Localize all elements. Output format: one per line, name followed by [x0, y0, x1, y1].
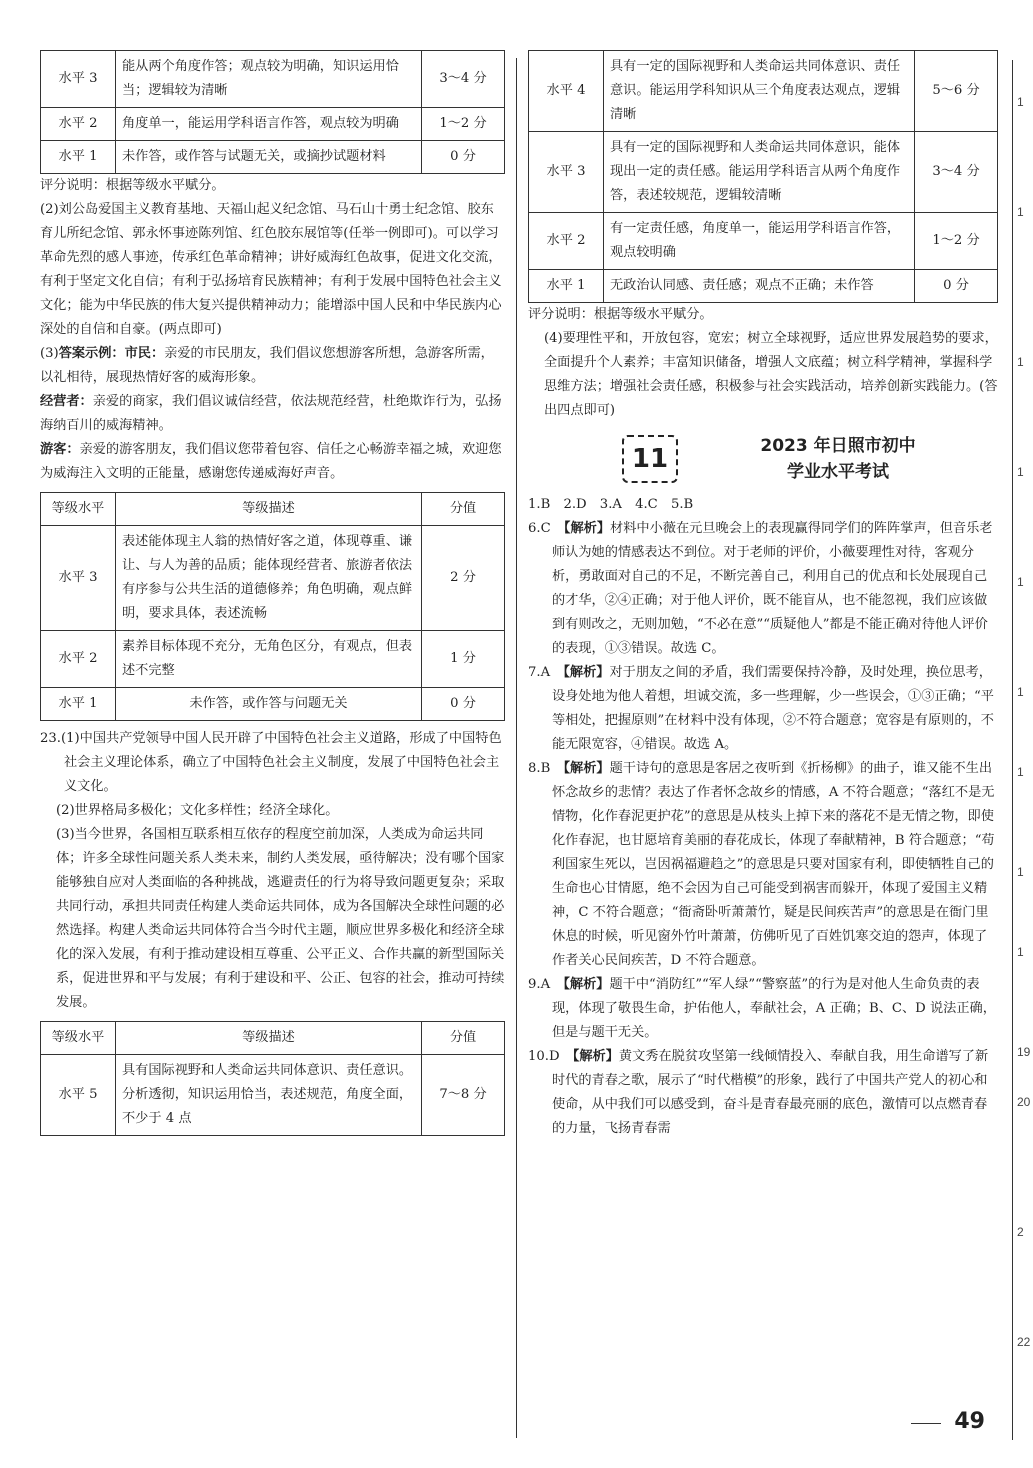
answer-label: 游客： — [40, 442, 80, 457]
answer-paragraph: (2)刘公岛爱国主义教育基地、天福山起义纪念馆、马石山十勇士纪念馆、胶东育儿所纪念馆、郭永怀事迹陈列馆、红色胶东展馆等(任举一例即可)。可以学习革命先烈的感人事迹，传承红色革命精神；讲好威海红色故事，促进文化交流，有利于坚定文化自信；有利于弘扬培育民族精神；有利于发展中国特色社会主义文化；能为中华民族的伟大复兴提供精神动力；能增添中国人民和中华民族内心深处的自信和自豪。(两点即可) — [40, 202, 502, 337]
level-cell: 水平 2 — [41, 631, 116, 688]
edge-number: 1 — [1017, 945, 1024, 959]
scoring-note: 评分说明：根据等级水平赋分。 — [528, 307, 713, 322]
answer-paragraph: (4)要理性平和，开放包容，宽宏；树立全球视野，适应世界发展趋势的要求，全面提升个人素养；丰富知识储备，增强人文底蕴；树立科学精神，掌握科学思维方法；增强社会责任感，积极参与社会实践活动，培养创新实践能力。(答出四点即可) — [544, 331, 998, 418]
exam-header — [528, 433, 998, 485]
header-cell: 分值 — [422, 493, 505, 526]
question-number: 8.B — [528, 761, 551, 776]
desc-cell: 未作答，或作答与问题无关 — [116, 688, 422, 721]
desc-cell: 未作答，或作答与试题无关，或摘抄试题材料 — [116, 141, 422, 174]
level-cell: 水平 3 — [41, 51, 116, 108]
answer-label: 答案示例：市民： — [58, 346, 165, 361]
level-cell: 水平 1 — [41, 688, 116, 721]
question-number: 6.C — [528, 521, 551, 536]
page-number: 49 — [954, 1409, 985, 1434]
score-cell: 3～4 分 — [915, 132, 998, 213]
table-row — [41, 526, 505, 631]
score-cell: 7～8 分 — [422, 1055, 505, 1136]
analysis-tag: 【解析】 — [563, 761, 610, 776]
table-row — [41, 51, 505, 108]
answer-key-line: 1.B 2.D 3.A 4.C 5.B — [528, 497, 694, 512]
level-cell: 水平 3 — [529, 132, 604, 213]
explanation-text: 对于朋友之间的矛盾，我们需要保持冷静，及时处理，换位思考，设身处地为他人着想，坦诚交流，多一些理解，少一些误会，①③正确；“平等相处，把握原则”在材料中没有体现，②不符合题意；宽容是有原则的，不能无限宽容，④错误。故选 A。 — [552, 665, 994, 752]
edge-number: 1 — [1017, 465, 1024, 479]
edge-number: 1 — [1017, 355, 1024, 369]
score-cell: 2 分 — [422, 526, 505, 631]
analysis-tag: 【解析】 — [563, 665, 610, 680]
table-row — [41, 631, 505, 688]
table-row — [529, 51, 998, 132]
edge-number: 1 — [1017, 765, 1024, 779]
edge-number: 1 — [1017, 575, 1024, 589]
answer-text: 亲爱的市民朋友，我们倡议您想游客所想，急游客所需，以礼相待，展现热情好客的威海形象。 — [40, 346, 494, 385]
edge-number: 1 — [1017, 685, 1024, 699]
right-column — [528, 50, 998, 1141]
answer-label: 经营者： — [40, 394, 93, 409]
level-cell: 水平 3 — [41, 526, 116, 631]
explanation-text: 黄文秀在脱贫攻坚第一线倾情投入、奉献自我，用生命谱写了新时代的青春之歌，展示了“时代楷模”的形象，践行了中国共产党人的初心和使命，从中我们可以感受到，奋斗是青春最亮丽的底色，激情可以点燃青春的力量，飞扬青春需 — [552, 1049, 989, 1136]
table-header — [41, 1022, 505, 1055]
edge-number: 1 — [1017, 205, 1024, 219]
answer-paragraph: 23.(1)中国共产党领导中国人民开辟了中国特色社会主义道路，形成了中国特色社会主义理论体系，确立了中国特色社会主义制度，发展了中国特色社会主义文化。 — [40, 731, 502, 794]
desc-cell: 具有一定的国际视野和人类命运共同体意识，能体现出一定的责任感。能运用学科语言从两个角度作答，表述较规范，逻辑较清晰 — [604, 132, 915, 213]
explanation-text: 材料中小薇在元旦晚会上的表现赢得同学们的阵阵掌声，但音乐老师认为她的情感表达不到位。对于老师的评价，小薇要理性对待，客观分析，勇敢面对自己的不足，不断完善自己，利用自己的优点和长处展现自己的才华，②④正确；对于他人评价，既不能盲从，也不能忽视，我们应该做到有则改之，无则加勉，“不必在意”“质疑他人”都是不能正确对待他人评价的表现，①③错误。故选 C。 — [552, 521, 993, 656]
level-cell: 水平 5 — [41, 1055, 116, 1136]
answer-paragraph: (3)当今世界，各国相互联系相互依存的程度空前加深，人类成为命运共同体；许多全球性问题关系人类未来，制约人类发展，亟待解决；没有哪个国家能够独自应对人类面临的各种挑战，逃避责任的行为将导致问题更复杂；采取共同行动，承担共同责任构建人类命运共同体，成为各国解决全球性问题的必然选择。构建人类命运共同体符合当今时代主题，顺应世界多极化和经济全球化的深入发展，有利于推动建设相互尊重、公平正义、合作共赢的新型国际关系，促进世界和平与发展；有利于建设和平、公正、包容的社会，推动可持续发展。 — [56, 827, 505, 1010]
desc-cell: 角度单一，能运用学科语言作答，观点较为明确 — [116, 108, 422, 141]
desc-cell: 无政治认同感、责任感；观点不正确；未作答 — [604, 270, 915, 303]
level-cell: 水平 4 — [529, 51, 604, 132]
desc-cell: 具有国际视野和人类命运共同体意识、责任意识。分析透彻，知识运用恰当，表述规范，角度全面，不少于 4 点 — [116, 1055, 422, 1136]
score-cell: 0 分 — [422, 141, 505, 174]
desc-cell: 有一定责任感，角度单一，能运用学科语言作答，观点较明确 — [604, 213, 915, 270]
explanation-text: 题干中“消防红”“军人绿”“警察蓝”的行为是对他人生命负责的表现，体现了敬畏生命，护佑他人，奉献社会，A 正确；B、C、D 说法正确，但是与题干无关。 — [552, 977, 996, 1040]
desc-cell: 能从两个角度作答；观点较为明确，知识运用恰当；逻辑较为清晰 — [116, 51, 422, 108]
column-divider — [516, 58, 517, 1438]
answer-paragraph: (2)世界格局多极化；文化多样性；经济全球化。 — [56, 803, 339, 818]
header-cell: 等级描述 — [116, 1022, 422, 1055]
answer-explanation — [528, 757, 998, 973]
level-cell: 水平 1 — [529, 270, 604, 303]
left-column — [40, 50, 505, 1136]
header-cell: 等级水平 — [41, 1022, 116, 1055]
answer-paragraph — [40, 390, 505, 438]
answer-paragraph — [40, 342, 505, 390]
level-cell: 水平 1 — [41, 141, 116, 174]
question-number: 7.A — [528, 665, 551, 680]
header-cell: 等级水平 — [41, 493, 116, 526]
level-cell: 水平 2 — [529, 213, 604, 270]
answer-text: 亲爱的商家，我们倡议诚信经营，依法规范经营，杜绝欺诈行为，弘扬海纳百川的威海精神。 — [40, 394, 502, 433]
scoring-note: 评分说明：根据等级水平赋分。 — [40, 178, 225, 193]
score-cell: 0 分 — [422, 688, 505, 721]
score-cell: 1～2 分 — [422, 108, 505, 141]
answer-explanation — [528, 973, 998, 1045]
answer-explanation — [528, 517, 998, 661]
edge-number: 1 — [1017, 95, 1024, 109]
score-cell: 3～4 分 — [422, 51, 505, 108]
table-row — [529, 213, 998, 270]
edge-number: 2 — [1017, 1225, 1024, 1239]
edge-number: 1 — [1017, 865, 1024, 879]
desc-cell: 具有一定的国际视野和人类命运共同体意识、责任意识。能运用学科知识从三个角度表达观点，逻辑清晰 — [604, 51, 915, 132]
table-row — [41, 1055, 505, 1136]
analysis-tag: 【解析】 — [572, 1049, 619, 1064]
edge-number: 19 — [1017, 1045, 1031, 1059]
table-header — [41, 493, 505, 526]
score-cell: 5～6 分 — [915, 51, 998, 132]
analysis-tag: 【解析】 — [563, 521, 611, 536]
header-cell: 分值 — [422, 1022, 505, 1055]
edge-number: 22 — [1017, 1335, 1031, 1349]
score-cell: 1 分 — [422, 631, 505, 688]
score-cell: 1～2 分 — [915, 213, 998, 270]
question-number: 10.D — [528, 1049, 560, 1064]
scoring-table-3 — [40, 1021, 505, 1136]
next-page-edge — [1012, 60, 1033, 1440]
table-row — [41, 141, 505, 174]
exam-title-line: 学业水平考试 — [787, 462, 889, 482]
scoring-table-1 — [40, 50, 505, 174]
answer-explanation — [528, 1045, 998, 1141]
analysis-tag: 【解析】 — [563, 977, 610, 992]
edge-number: 20 — [1017, 1095, 1031, 1109]
score-cell: 0 分 — [915, 270, 998, 303]
item-prefix: (3) — [40, 346, 59, 361]
level-cell: 水平 2 — [41, 108, 116, 141]
table-row — [41, 108, 505, 141]
exam-number-badge: 11 — [622, 435, 678, 483]
desc-cell: 素养目标体现不充分，无角色区分，有观点，但表述不完整 — [116, 631, 422, 688]
page-number-dash — [911, 1423, 941, 1424]
header-cell: 等级描述 — [116, 493, 422, 526]
scoring-table-2 — [40, 492, 505, 721]
scoring-table-4 — [528, 50, 998, 303]
answer-explanation — [528, 661, 998, 757]
table-row — [529, 270, 998, 303]
answer-text: 亲爱的游客朋友，我们倡议您带着包容、信任之心畅游幸福之城，欢迎您为威海注入文明的正能量，感谢您传递威海好声音。 — [40, 442, 502, 481]
table-row — [529, 132, 998, 213]
desc-cell: 表述能体现主人翁的热情好客之道，体现尊重、谦让、与人为善的品质；能体现经营者、旅游者依法有序参与公共生活的道德修养；角色明确，观点鲜明，要求具体，表述流畅 — [116, 526, 422, 631]
question-number: 9.A — [528, 977, 551, 992]
answer-paragraph — [40, 438, 505, 486]
exam-title-line: 2023 年日照市初中 — [760, 436, 916, 456]
explanation-text: 题干诗句的意思是客居之夜听到《折杨柳》的曲子，谁又能不生出怀念故乡的悲情？表达了作者怀念故乡的情感，A 不符合题意；“落红不是无情物，化作春泥更护花”的意思是从枝头上掉下来的落花不是无情之物，即使化作春泥，也甘愿培育美丽的春花成长，体现了奉献精神，B 符合题意；“苟利国家生死以，岂因祸福避趋之”的意思是只要对国家有利，即使牺牲自己的生命也心甘情愿，绝不会因为自己可能受到祸害而躲开，体现了爱国主义精神，C 不符合题意；“衙斋卧听萧萧竹，疑是民间疾苦声”的意思是在衙门里休息的时候，听见窗外竹叶萧萧，仿佛听见了百姓饥寒交迫的怨声，体现了作者关心民间疾苦，D 不符合题意。 — [552, 761, 995, 968]
table-row — [41, 688, 505, 721]
exam-title — [678, 433, 998, 485]
